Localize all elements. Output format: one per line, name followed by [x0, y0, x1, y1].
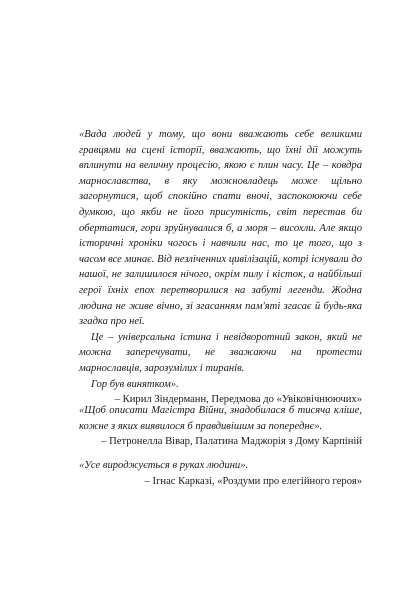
epigraph-attribution: – Кирил Зіндерманн, Передмова до «Увіковічнюючих»: [114, 394, 362, 406]
epigraph-paragraph: «Вада людей у тому, що вони вважають себе великими гравцями на сцені історії, вважають, що їхні дії можуть вплинути на величну процесію, якою є плин часу. Це – ковдра марнославства, в яку можновладець може щільно загорнутися, щоб спокійно спати вночі, заспокоюючи себе думкою, що якби не його присутність, світ перестав би обертатися, гори зруйнувалися б, а моря – висохли. Але якщо історичні хроніки чогось і навчили нас, то це того, що з часом все минає. Від незліченних цивілізацій, котрі існували до нашої, не залишилося нічого, окрім пилу і кісток, а найбільші герої їхніх епох перетворилися на забуті легенди. Жодна людина не живе вічно, зі згасанням пам'яті згасає й будь-яка згадка про неї.: [79, 129, 362, 328]
epigraph-paragraph: Це – універсальна істина і невідворотний закон, який не можна заперечувати, не зважаючи на протести марнославців, зарозумілих і тиранів.: [79, 331, 362, 374]
epigraph-attribution: – Петронелла Вівар, Палатина Маджорія з Дому Карпіній: [101, 436, 362, 448]
epigraph-paragraph: «Усе вироджується в руках людини».: [79, 460, 249, 471]
epigraph-zindermann: [79, 127, 362, 408]
epigraph-attribution: – Ігнас Карказі, «Роздуми про елегійного героя»: [144, 475, 362, 487]
epigraph-vivar: [79, 403, 362, 450]
epigraph-paragraph: Гор був винятком».: [91, 378, 179, 390]
epigraph-paragraph: «Щоб описати Магістра Війни, знадобилася б тисяча кліше, кожне з яких виявилося б правдивішим за попереднє».: [79, 405, 362, 432]
epigraph-karkazi: [79, 458, 362, 489]
